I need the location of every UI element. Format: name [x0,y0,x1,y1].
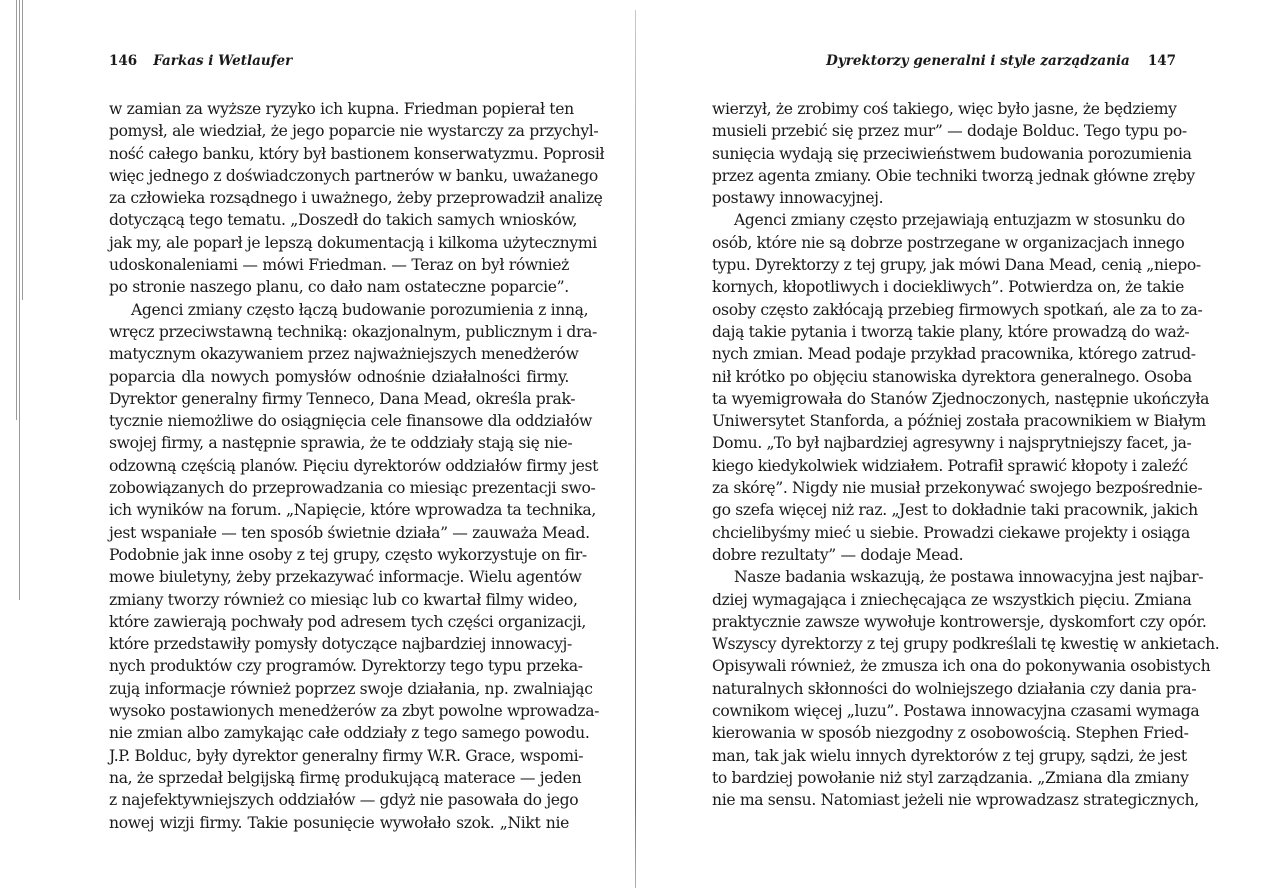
text-line: dziej wymagająca i zniechęcająca ze wszystkich pięciu. Zmiana [712,590,1192,609]
text-line: nowej wizji firmy. Takie posunięcie wywołało szok. „Nikt nie [109,813,569,832]
text-line: ich wyników na forum. „Napięcie, które wprowadza ta technika, [109,501,596,520]
text-line: Opisywali również, że zmusza ich ona do pokonywania osobistych [712,657,1211,676]
text-line: nie ma sensu. Natomiast jeżeli nie wprowadzasz strategicznych, [712,791,1199,810]
text-line: które przedstawiły pomysły dotyczące najbardziej innowacyj- [109,635,572,654]
text-line: na, że sprzedał belgijską firmę produkującą materace — jeden [109,768,582,787]
left-body-text [109,98,605,834]
text-line: dotyczącą tego tematu. „Doszedł do takich samych wniosków, [109,211,578,230]
text-line: to bardziej powołanie niż styl zarządzania. „Zmiana dla zmiany [712,768,1189,787]
text-line: zmiany tworzy również co miesiąc lub co kwartał filmy wideo, [109,590,578,609]
text-line: sunięcia wydają się przeciwieństwem budowania porozumienia [712,144,1192,163]
text-line: nych produktów czy programów. Dyrektorzy tego typu przeka- [109,657,583,676]
text-line: nych zmian. Mead podaje przykład pracownika, którego zatrud- [712,345,1196,364]
text-line: musieli przebić się przez mur” — dodaje Bolduc. Tego typu po- [712,122,1187,141]
text-line: po stronie naszego planu, co dało nam ostateczne poparcie”. [109,278,569,297]
text-line: jest wspaniałe — ten sposób świetnie działa” — zauważa Mead. [109,523,590,542]
left-page [0,0,620,894]
text-line: zobowiązanych do przeprowadzania co miesiąc prezentacji swo- [109,479,596,498]
right-running-head [826,52,1176,70]
text-line: dobre rezultaty” — dodaje Mead. [712,545,964,564]
text-line: ta wyemigrowała do Stanów Zjednoczonych, następnie ukończyła [712,389,1210,408]
text-line: Nasze badania wskazują, że postawa innowacyjna jest najbar- [734,568,1204,587]
text-line: matycznym okazywaniem przez najważniejszych menedżerów [109,345,579,364]
left-running-head [109,52,292,70]
text-line: Podobnie jak inne osoby z tej grupy, często wykorzystuje on fir- [109,545,587,564]
text-line: za człowieka rozsądnego i uważnego, żeby przeprowadził analizę [109,189,603,208]
text-line: które zawierają pochwały pod adresem tych części organizacji, [109,612,587,631]
right-body-text [712,98,1220,812]
text-line: pomysł, ale wiedział, że jego poparcie nie wystarczy za przychyl- [109,122,599,141]
text-line: Domu. „To był najbardziej agresywny i najsprytniejszy facet, ja- [712,434,1192,453]
text-line: go szefa więcej niż raz. „Jest to dokładnie taki pracownik, jakich [712,501,1198,520]
text-line: typu. Dyrektorzy z tej grupy, jak mówi Dana Mead, cenią „niepo- [712,256,1201,275]
text-line: nie zmian albo zamykając całe oddziały z tego samego powodu. [109,724,590,743]
text-line: wysoko postawionych menedżerów za zbyt powolne wprowadza- [109,702,600,721]
text-line: wierzył, że zrobimy coś takiego, więc było jasne, że będziemy [712,100,1177,118]
text-line: praktycznie zawsze wywołuje kontrowersje, dyskomfort czy opór. [712,612,1207,631]
text-line: Dyrektor generalny firmy Tenneco, Dana Mead, określa prak- [109,389,576,408]
text-line: kiego kiedykolwiek widziałem. Potrafił sprawić kłopoty i zaleźć [712,456,1188,475]
text-line: poparcia dla nowych pomysłów odnośnie działalności firmy. [109,367,569,386]
text-line: zują informacje również poprzez swoje działania, np. zwalniając [109,679,593,698]
text-line: Agenci zmiany często przejawiają entuzjazm w stosunku do [734,211,1185,230]
right-running-title: Dyrektorzy generalni i style zarządzania [826,53,1130,69]
text-line: man, tak jak wielu innych dyrektorów z tej grupy, sądzi, że jest [712,746,1187,765]
text-line: z najefektywniejszych oddziałów — gdyż nie pasowała do jego [109,791,579,810]
text-line: naturalnych skłonności do wolniejszego działania czy dania pra- [712,679,1197,698]
text-line: kornych, kłopotliwych i dociekliwych”. Potwierdza on, że takie [712,278,1184,297]
text-line: kierowania w sposób niezgodny z osobowością. Stephen Fried- [712,724,1189,743]
text-line: swojej firmy, a następnie sprawia, że te oddziały stają się nie- [109,434,573,453]
left-running-title: Farkas i Wetlaufer [153,53,293,69]
text-line: mowe biuletyny, żeby przekazywać informacje. Wielu agentów [109,568,582,587]
text-line: Agenci zmiany często łączą budowanie porozumienia z inną, [131,300,589,319]
text-line: ność całego banku, który był bastionem konserwatyzmu. Poprosił [109,144,605,163]
text-line: Wszyscy dyrektorzy z tej grupy podkreślali tę kwestię w ankietach. [712,635,1220,654]
text-line: chcielibyśmy mieć u siebie. Prowadzi ciekawe projekty i osiąga [712,523,1190,542]
left-page-number: 146 [109,53,138,69]
text-line: w zamian za wyższe ryzyko ich kupna. Friedman popierał ten [109,100,574,118]
text-line: więc jednego z doświadczonych partnerów w banku, uważanego [109,166,598,185]
text-line: odzowną częścią planów. Pięciu dyrektorów oddziałów firmy jest [109,456,599,475]
text-line: przez agenta zmiany. Obie techniki tworzą jednak główne zręby [712,166,1195,185]
text-line: Uniwersytet Stanforda, a później została pracownikiem w Białym [712,412,1206,431]
text-line: J.P. Bolduc, były dyrektor generalny firmy W.R. Grace, wspomi- [109,746,584,765]
right-page-number: 147 [1147,53,1176,69]
text-line: osoby często zakłócają przebieg firmowych spotkań, ale za to za- [712,300,1203,319]
text-line: osób, które nie są dobrze postrzegane w organizacjach innego [712,233,1185,252]
text-line: udoskonaleniami — mówi Friedman. — Teraz on był również [109,256,569,275]
text-line: tycznie niemożliwe do osiągnięcia cele finansowe dla oddziałów [109,412,592,431]
text-line: jak my, ale poparł je lepszą dokumentacją i kilkoma użytecznymi [109,233,597,252]
text-line: nił krótko po objęciu stanowiska dyrektora generalnego. Osoba [712,367,1192,386]
text-line: postawy innowacyjnej. [712,189,884,208]
text-line: cownikom więcej „luzu”. Postawa innowacyjna czasami wymaga [712,702,1200,721]
right-page [631,0,1262,894]
text-line: za skórę”. Nigdy nie musiał przekonywać swojego bezpośrednie- [712,479,1203,498]
text-line: wręcz przeciwstawną techniką: okazjonalnym, publicznym i dra- [109,322,597,341]
text-line: dają takie pytania i tworzą takie plany, które prowadzą do waż- [712,322,1190,341]
